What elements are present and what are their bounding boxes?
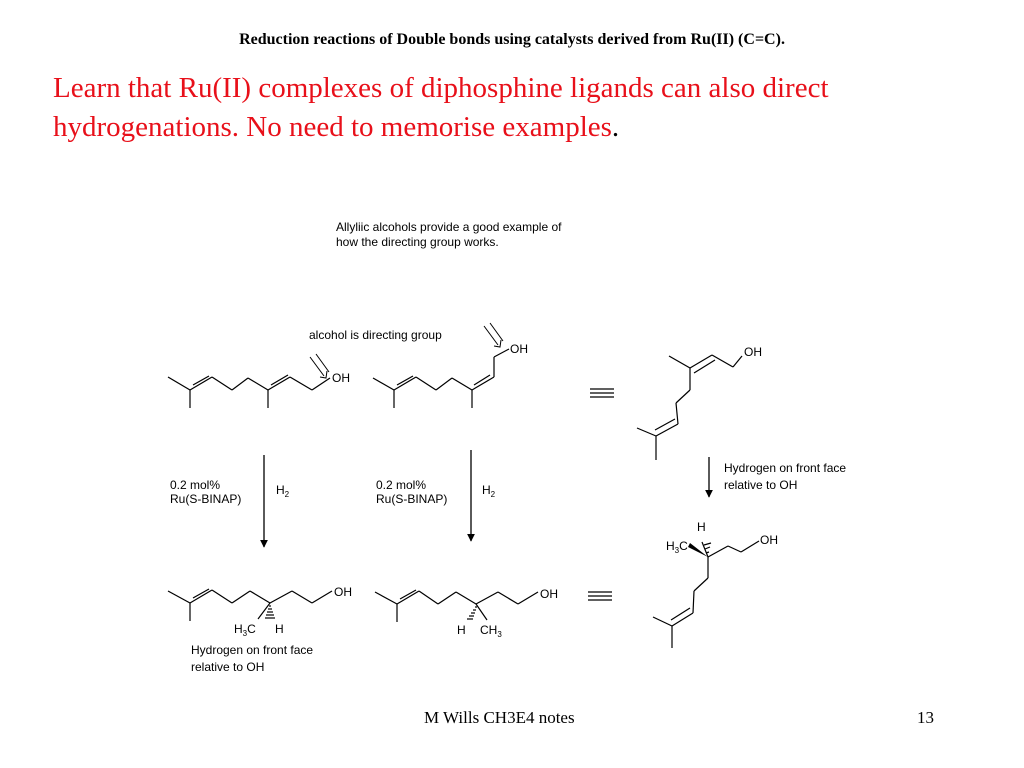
catalyst-loading-middle: 0.2 mol% — [376, 478, 427, 492]
front-face-note-right-line2: relative to OH — [724, 478, 798, 492]
substrate-right — [637, 355, 742, 460]
catalyst-name-left: Ru(S-BINAP) — [170, 492, 242, 506]
catalyst-name-middle: Ru(S-BINAP) — [376, 492, 448, 506]
hydrogen-label-right: H — [697, 520, 706, 534]
hydrogen-label-left: H — [275, 622, 284, 636]
substrate-left — [168, 375, 330, 408]
slide-title: Reduction reactions of Double bonds using catalysts derived from Ru(II) (C=C). — [239, 31, 785, 48]
methyl-label-left: $H_3C$ — [234, 622, 256, 638]
intro-note-line2: how the directing group works. — [336, 235, 499, 249]
headline-text: Learn that Ru(II) complexes of diphosphine ligands can also direct hydrogenations. No need to memorise examples — [53, 72, 829, 143]
catalyst-loading-left: 0.2 mol% — [170, 478, 221, 492]
oh-label-middle: OH — [510, 342, 528, 356]
equivalence-sign-bottom — [588, 592, 612, 600]
product-left — [168, 589, 332, 621]
directing-arrow-middle — [484, 323, 503, 347]
oh-label-product-right: OH — [760, 533, 778, 547]
front-face-note-right-line1: Hydrogen on front face — [724, 461, 847, 475]
substrate-middle — [373, 349, 509, 408]
front-face-note-left-line1: Hydrogen on front face — [191, 643, 314, 657]
page-number: 13 — [917, 708, 934, 727]
product-right — [653, 541, 759, 648]
stereo-hash-right — [704, 543, 711, 553]
product-middle — [375, 590, 538, 622]
hydrogen-label-middle: H — [457, 623, 466, 637]
headline-period: . — [611, 111, 620, 143]
oh-label-left: OH — [332, 371, 350, 385]
oh-label-product-middle: OH — [540, 587, 558, 601]
oh-label-product-left: OH — [334, 585, 352, 599]
directing-arrow-left — [310, 354, 329, 378]
directing-label: alcohol is directing group — [309, 328, 442, 342]
front-face-note-left-line2: relative to OH — [191, 660, 265, 674]
oh-label-right: OH — [744, 345, 762, 359]
methyl-label-right: $H_3C$ — [666, 539, 688, 555]
methyl-label-middle: $CH_3$ — [480, 623, 502, 639]
hydrogen-reagent-middle: $H_2$ — [482, 483, 496, 499]
intro-note-line1: Allyliic alcohols provide a good example of — [336, 220, 562, 234]
hydrogen-reagent-left: $H_2$ — [276, 483, 290, 499]
stereo-hash-middle — [467, 607, 477, 619]
equivalence-sign-top — [590, 389, 614, 397]
footer-credit: M Wills CH3E4 notes — [424, 708, 575, 727]
